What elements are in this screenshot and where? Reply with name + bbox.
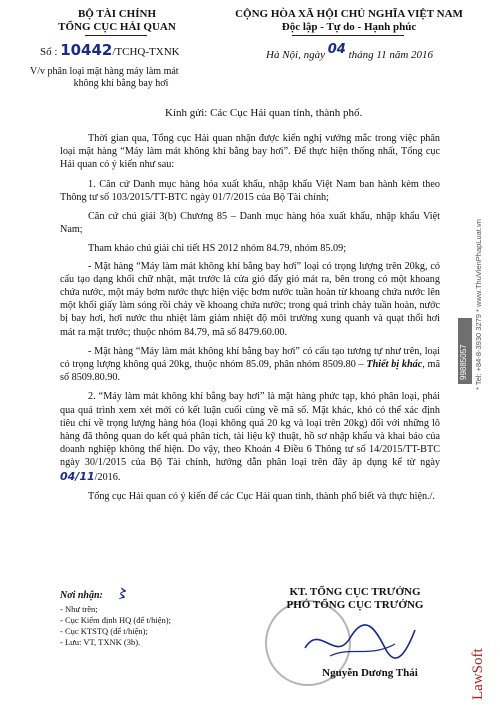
recipient-item: - Lưu: VT, TXNK (3b). xyxy=(60,637,141,647)
effective-tail: 2016. xyxy=(97,471,121,483)
signer-name: Nguyễn Dương Thái xyxy=(322,667,418,679)
ministry-name: BỘ TÀI CHÍNH xyxy=(77,8,157,20)
paragraph-closing: Tổng cục Hải quan có ý kiến để các Cục Hải quan tỉnh, thành phố biết và thực hiện./. xyxy=(88,490,435,502)
recipient-item: - Như trên; xyxy=(60,604,98,614)
subject-line-1: V/v phân loại mặt hàng máy làm mát xyxy=(30,66,179,77)
paragraph-reference: Tham khảo chú giải chi tiết HS 2012 nhóm 84.79, nhóm 85.09; xyxy=(88,243,347,255)
document-number xyxy=(40,41,180,59)
agency-name: TỔNG CỤC HẢI QUAN xyxy=(58,21,176,33)
recipients-block xyxy=(60,583,220,648)
paragraph-effective: 2. “Máy làm mát không khí bằng bay hơi” là mặt hàng phức tạp, khó phân loại, phải qua quá trình xem xét mới có kết luận cuối cùng về mã số. Mặt khác, khó có thể xác định tiêu chí về trọng lượng hàng hóa (loại không quá 20 kg và loại trên 20kg) đối với những lô hàng đã thông quan do kết quả phân tích, tài liệu kỹ thuật, hồ sơ nhập khẩu và khai báo của doanh nghiệp không thể hiện. Do vậy, theo Khoản 4 Điều 6 Thông tư số 14/2015/TT-BTC ngày 30/1/2015 của Bộ Tài chính, hướng dẫn phân loại trên đây áp dụng kể từ ngày 04/11/2016. xyxy=(60,391,440,483)
recipients-label: Nơi nhận: xyxy=(60,590,103,601)
document-body xyxy=(60,128,440,503)
number-value: 10442 xyxy=(60,41,113,59)
lawsoft-contact: * Tel: +84-8-3930 3279 * www.ThuVienPhapLuat.vn xyxy=(474,219,483,390)
paragraph-basis-2: Căn cứ chú giải 3(b) Chương 85 – Danh mục hàng hóa xuất khẩu, nhập khẩu Việt Nam; xyxy=(60,211,440,236)
lawsoft-brand: LawSoft xyxy=(470,648,486,700)
handwritten-signature xyxy=(300,618,420,666)
republic-title: CỘNG HÒA XÃ HỘI CHỦ NGHĨA VIỆT NAM xyxy=(235,8,463,20)
paragraph-basis-1: 1. Căn cứ Danh mục hàng hóa xuất khẩu, nhập khẩu Việt Nam ban hành kèm theo Thông tư số 103/2015/TT-BTC ngày 01/7/2015 của Bộ Tài chính; xyxy=(60,178,440,203)
number-suffix: /TCHQ-TXNK xyxy=(112,46,180,58)
stamp-code-box xyxy=(458,318,472,384)
date-prefix: Hà Nội, ngày xyxy=(266,49,325,61)
light-unit-tail: , mã số 8509.80.90. xyxy=(60,359,441,384)
light-unit-text: - Mặt hàng “Máy làm mát không khí bằng bay hơi” có cấu tạo tương tự như trên, loại có trọng lượng không quá 20kg, thuộc nhóm 85.09, phân nhóm 8509.80 – xyxy=(60,345,440,371)
paragraph-intro: Thời gian qua, Tổng cục Hải quan nhận được kiến nghị vướng mắc trong việc phân loại mặt hàng “Máy làm mát không khí bằng bay hơi”. Để thực hiện thống nhất, Tổng cục Hải quan có ý kiến như sau: xyxy=(60,133,440,171)
signature-title-2: PHÓ TỔNG CỤC TRƯỞNG xyxy=(286,599,424,611)
date-day: 04 xyxy=(327,42,346,57)
subject-line-2: không khí bằng bay hơi xyxy=(73,78,169,89)
signature-title-1: KT. TỔNG CỤC TRƯỞNG xyxy=(289,586,421,598)
issue-date xyxy=(266,42,434,62)
stamp-code: 99885057 xyxy=(459,344,468,380)
light-unit-italic: Thiết bị khác xyxy=(366,359,423,371)
recipient-item: - Cục KTSTQ (để t/hiện); xyxy=(60,626,148,636)
motto-underline xyxy=(292,35,404,36)
effective-text: 2. “Máy làm mát không khí bằng bay hơi” là mặt hàng phức tạp, khó phân loại, phải qua quá trình xem xét mới có kết luận cuối cùng về mã số. Mặt khác, khó có thể xác định tiêu chí về trọng lượng hàng hóa (loại không quá 20 kg và loại trên 20kg) đối với những lô hàng đã thông quan do kết quả phân tích, tài liệu kỹ thuật, hồ sơ nhập khẩu và khai báo của doanh nghiệp không thể hiện. Do vậy, theo Khoản 4 Điều 6 Thông tư số 14/2015/TT-BTC ngày 30/1/2015 của Bộ Tài chính, hướng dẫn phân loại trên đây áp dụng kể từ ngày xyxy=(60,391,440,469)
greeting: Kính gửi: Các Cục Hải quan tỉnh, thành phố. xyxy=(165,107,363,119)
motto: Độc lập - Tự do - Hạnh phúc xyxy=(281,21,417,33)
initials-mark: 〻 xyxy=(114,587,128,602)
effective-date-handwritten: 04/11 xyxy=(60,469,95,483)
date-suffix: tháng 11 năm 2016 xyxy=(348,49,434,61)
recipient-item: - Cục Kiểm định HQ (để t/hiện); xyxy=(60,615,171,625)
number-prefix: Số : xyxy=(40,46,58,58)
agency-underline xyxy=(85,35,147,36)
paragraph-heavy-unit: - Mặt hàng “Máy làm mát không khí bằng bay hơi” loại có trọng lượng trên 20kg, có cấu tạo dạng khối chữ nhật, mặt trước là cửa gió đẩy gió mát ra, bên trong có một khoang chứa nước, một máy bơm nước thực hiện việc bơm nước tuần hoàn từ khoang chứa nước lên một khối giấy làm sóng rồi chảy về khoang chứa nước; trong quá trình chảy tuần hoàn, nước bị bay hơi, hơi nước thu nhiệt làm giảm nhiệt độ môi trường xung quanh và quạt thổi hơi mát ra mặt trước; thuộc nhóm 84.79, mã số 8479.60.00. xyxy=(60,260,440,338)
paragraph-light-unit xyxy=(60,345,440,385)
